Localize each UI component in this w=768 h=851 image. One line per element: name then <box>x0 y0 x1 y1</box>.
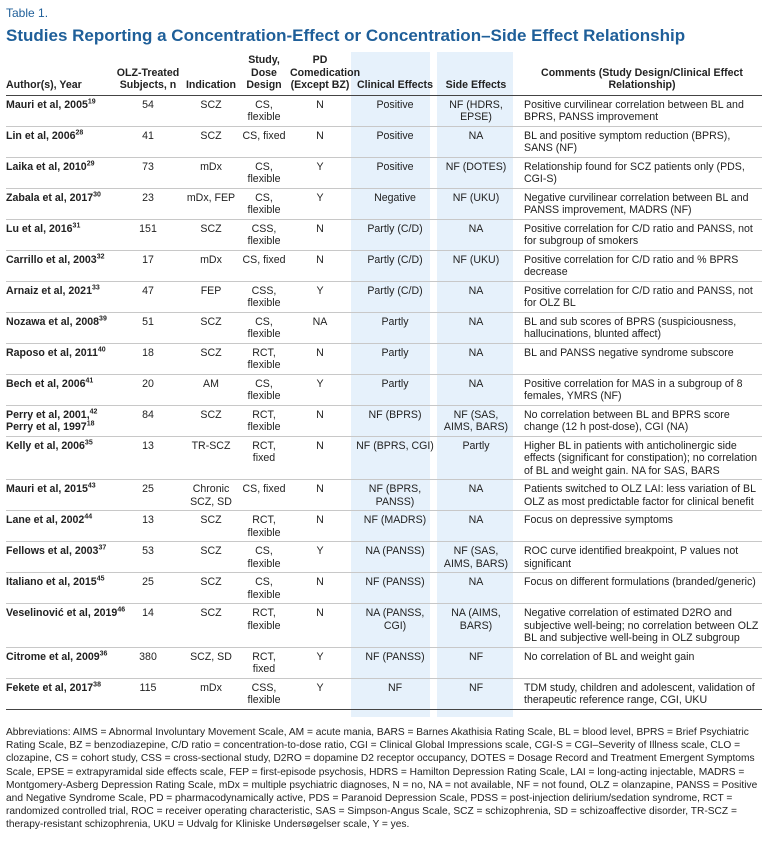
cell-subjects: 25 <box>114 480 182 511</box>
cell-indication: SCZ <box>182 405 240 436</box>
reference-number: 44 <box>84 513 93 521</box>
author-name: Nozawa et al, 2008 <box>6 315 100 328</box>
header-comments: Comments (Study Design/Clinical Effect Relationship) <box>514 52 762 95</box>
cell-comments: Positive correlation for MAS in a subgroup of 8 females, YMRS (NF) <box>514 374 762 405</box>
cell-comedication: N <box>288 405 352 436</box>
author-name: Arnaiz et al, 2021 <box>6 284 92 297</box>
author-name: Lu et al, 2016 <box>6 222 73 235</box>
cell-comments: Patients switched to OLZ LAI: less variation of BL OLZ as most predictable factor for clinical benefit <box>514 480 762 511</box>
cell-subjects: 380 <box>114 647 182 678</box>
table-row <box>6 405 762 436</box>
cell-indication: Chronic SCZ, SD <box>182 480 240 511</box>
cell-author <box>6 188 114 219</box>
author-name: Italiano et al, 2015 <box>6 576 97 588</box>
reference-number: 18 <box>86 420 95 428</box>
cell-side: NA <box>438 281 514 312</box>
cell-indication: SCZ <box>182 542 240 573</box>
cell-clinical: Partly (C/D) <box>352 250 438 281</box>
cell-side: NF (HDRS, EPSE) <box>438 95 514 126</box>
author-name: Zabala et al, 2017 <box>6 191 94 204</box>
table-row <box>6 250 762 281</box>
cell-clinical: Partly (C/D) <box>352 219 438 250</box>
table-row <box>6 678 762 709</box>
cell-comments: Relationship found for SCZ patients only (PDS, CGI-S) <box>514 157 762 188</box>
cell-design: RCT, fixed <box>240 436 288 480</box>
cell-indication: SCZ <box>182 604 240 648</box>
cell-comedication: Y <box>288 678 352 709</box>
cell-comedication: N <box>288 480 352 511</box>
header-side: Side Effects <box>438 52 514 95</box>
cell-subjects: 84 <box>114 405 182 436</box>
cell-comedication: N <box>288 573 352 604</box>
cell-clinical: Positive <box>352 157 438 188</box>
cell-design: CSS, flexible <box>240 219 288 250</box>
table-row <box>6 604 762 648</box>
cell-comments: Focus on different formulations (branded/generic) <box>514 573 762 604</box>
cell-design: CS, flexible <box>240 542 288 573</box>
table-row <box>6 219 762 250</box>
reference-number: 36 <box>99 649 108 657</box>
cell-comedication: Y <box>288 157 352 188</box>
cell-subjects: 73 <box>114 157 182 188</box>
cell-clinical: NF (MADRS) <box>352 511 438 542</box>
cell-design: CS, flexible <box>240 374 288 405</box>
author-name: Laika et al, 2010 <box>6 160 87 173</box>
cell-comedication: Y <box>288 542 352 573</box>
reference-number: 45 <box>96 575 105 583</box>
cell-side: NF <box>438 647 514 678</box>
cell-author <box>6 126 114 157</box>
reference-number: 30 <box>93 190 101 198</box>
cell-indication: SCZ <box>182 312 240 343</box>
reference-number: 37 <box>98 544 107 552</box>
cell-author <box>6 343 114 374</box>
table-row <box>6 312 762 343</box>
cell-design: CSS, flexible <box>240 281 288 312</box>
cell-clinical: NF (BPRS) <box>352 405 438 436</box>
cell-author <box>6 436 114 480</box>
cell-comments: BL and positive symptom reduction (BPRS), SANS (NF) <box>514 126 762 157</box>
cell-indication: mDx, FEP <box>182 188 240 219</box>
cell-indication: SCZ <box>182 573 240 604</box>
cell-author <box>6 647 114 678</box>
reference-number: 38 <box>93 680 101 688</box>
cell-comedication: N <box>288 436 352 480</box>
cell-subjects: 47 <box>114 281 182 312</box>
cell-indication: SCZ <box>182 95 240 126</box>
cell-comments: BL and sub scores of BPRS (suspiciousness, hallucinations, blunted affect) <box>514 312 762 343</box>
cell-side: NA (AIMS, BARS) <box>438 604 514 648</box>
cell-clinical: NF <box>352 678 438 709</box>
cell-side: NF (UKU) <box>438 250 514 281</box>
cell-subjects: 115 <box>114 678 182 709</box>
cell-comments: ROC curve identified breakpoint, P values not significant <box>514 542 762 573</box>
cell-indication: mDx <box>182 250 240 281</box>
cell-side: NA <box>438 126 514 157</box>
cell-comments: BL and PANSS negative syndrome subscore <box>514 343 762 374</box>
header-clinical: Clinical Effects <box>352 52 438 95</box>
cell-side: Partly <box>438 436 514 480</box>
table-label: Table 1. <box>6 6 49 20</box>
cell-subjects: 17 <box>114 250 182 281</box>
reference-number: 46 <box>117 606 126 614</box>
cell-design: RCT, flexible <box>240 343 288 374</box>
author-name: Lin et al, 2006 <box>6 129 76 142</box>
cell-design: CS, flexible <box>240 95 288 126</box>
cell-design: CS, fixed <box>240 480 288 511</box>
cell-author <box>6 573 114 604</box>
cell-side: NF (UKU) <box>438 188 514 219</box>
cell-subjects: 25 <box>114 573 182 604</box>
reference-number: 29 <box>86 159 95 167</box>
table-row <box>6 188 762 219</box>
cell-subjects: 51 <box>114 312 182 343</box>
cell-subjects: 41 <box>114 126 182 157</box>
studies-table <box>6 52 762 710</box>
cell-design: RCT, fixed <box>240 647 288 678</box>
cell-side: NA <box>438 511 514 542</box>
header-subjects: OLZ-Treated Subjects, n <box>114 52 182 95</box>
author-name: Kelly et al, 2006 <box>6 439 85 452</box>
cell-side: NA <box>438 374 514 405</box>
table-row <box>6 647 762 678</box>
table-title: Studies Reporting a Concentration-Effect or Concentration–Side Effect Relationship <box>6 26 686 45</box>
cell-design: CS, fixed <box>240 126 288 157</box>
cell-side: NF (DOTES) <box>438 157 514 188</box>
cell-author <box>6 281 114 312</box>
cell-side: NA <box>438 219 514 250</box>
cell-comedication: N <box>288 604 352 648</box>
table-row <box>6 542 762 573</box>
cell-comedication: Y <box>288 188 352 219</box>
cell-comedication: Y <box>288 647 352 678</box>
cell-side: NF (SAS, AIMS, BARS) <box>438 542 514 573</box>
cell-design: RCT, flexible <box>240 405 288 436</box>
abbreviations-footnote: Abbreviations: AIMS = Abnormal Involuntary Movement Scale, AM = acute mania, BARS = Barnes Akathisia Rating Scale, BL = blood level, BPRS = Brief Psychiatric Rating Scale, BZ = benzodiazepine, C/D ratio = concentration-to-dose ratio, CGI = Clinical Global Impressions scale, CGI-S = CGI–Severity of Illness scale, CLO = clozapine, CS = cohort study, CSS = cross-sectional study, D2RO = dopamine D2 receptor occupancy, DOTES = Dosage Record and Treatment Emergent Symptoms Scale, EPSE = extrapyramidal side effects scale, FEP = first-episode psychosis, HDRS = Hamilton Depression Rating Scale, LAI = long-acting injectable, MADRS = Montgomery-Asberg Depression Rating Scale, mDx = multiple psychiatric diagnoses, N = no, NA = not available, NF = not found, OLZ = olanzapine, PANSS = Positive and Negative Syndrome Scale, PD = pharmacodynamically active, PDS = Paranoid Depression Scale, PDSS = post-injection delirium/sedation syndrome, RCT = randomized controlled trial, ROC = receiver operating characteristic, SAS = Simpson-Angus Scale, SCZ = schizophrenia, SD = schizoaffective disorder, TR-SCZ = therapy-resistant schizophrenia, UKU = Udvalg for Kliniske Undersøgelser scale, Y = yes. <box>6 727 758 831</box>
cell-author <box>6 374 114 405</box>
author-name: Mauri et al, 2015 <box>6 483 88 495</box>
author-name: Citrome et al, 2009 <box>6 650 100 663</box>
table-row <box>6 157 762 188</box>
cell-indication: FEP <box>182 281 240 312</box>
cell-comedication: N <box>288 250 352 281</box>
table-row <box>6 343 762 374</box>
table-row <box>6 480 762 511</box>
reference-number: 19 <box>87 97 96 105</box>
cell-author <box>6 219 114 250</box>
cell-author <box>6 312 114 343</box>
cell-indication: AM <box>182 374 240 405</box>
author-name: Perry et al, 2001, <box>6 408 90 421</box>
cell-author <box>6 95 114 126</box>
cell-side: NA <box>438 312 514 343</box>
header-design: Study, Dose Design <box>240 52 288 95</box>
cell-comedication: N <box>288 95 352 126</box>
reference-number: 39 <box>99 314 107 322</box>
cell-author <box>6 250 114 281</box>
reference-number: 28 <box>75 128 84 136</box>
cell-comments: Higher BL in patients with anticholinergic side effects (significant for constipation); no correlation of BL and weight gain. NA for SAS, BARS <box>514 436 762 480</box>
cell-side: NF (SAS, AIMS, BARS) <box>438 405 514 436</box>
cell-comments: Negative curvilinear correlation between BL and PANSS improvement, MADRS (NF) <box>514 188 762 219</box>
cell-subjects: 14 <box>114 604 182 648</box>
cell-clinical: NF (BPRS, PANSS) <box>352 480 438 511</box>
cell-comments: Positive correlation for C/D ratio and % BPRS decrease <box>514 250 762 281</box>
cell-design: CS, fixed <box>240 250 288 281</box>
author-name: Lane et al, 2002 <box>6 514 85 526</box>
cell-clinical: NF (PANSS) <box>352 573 438 604</box>
cell-design: RCT, flexible <box>240 604 288 648</box>
cell-author <box>6 480 114 511</box>
cell-design: CS, flexible <box>240 188 288 219</box>
cell-comedication: N <box>288 126 352 157</box>
cell-design: CSS, flexible <box>240 678 288 709</box>
cell-clinical: NA (PANSS, CGI) <box>352 604 438 648</box>
cell-clinical: Partly (C/D) <box>352 281 438 312</box>
header-comedication: PD Comedication (Except BZ) <box>288 52 352 95</box>
reference-number: 32 <box>96 252 105 260</box>
cell-author <box>6 511 114 542</box>
table-row <box>6 511 762 542</box>
author-name: Carrillo et al, 2003 <box>6 253 97 266</box>
cell-side: NA <box>438 480 514 511</box>
cell-author <box>6 678 114 709</box>
author-name: Raposo et al, 2011 <box>6 346 98 359</box>
author-name: Perry et al, 1997 <box>6 421 87 433</box>
author-name: Mauri et al, 2005 <box>6 98 88 111</box>
cell-design: CS, flexible <box>240 157 288 188</box>
cell-author <box>6 542 114 573</box>
cell-design: CS, flexible <box>240 312 288 343</box>
cell-indication: SCZ, SD <box>182 647 240 678</box>
cell-clinical: NA (PANSS) <box>352 542 438 573</box>
cell-subjects: 54 <box>114 95 182 126</box>
cell-indication: SCZ <box>182 126 240 157</box>
cell-comedication: N <box>288 343 352 374</box>
cell-comedication: Y <box>288 374 352 405</box>
author-name: Fekete et al, 2017 <box>6 681 94 694</box>
cell-comments: Positive correlation for C/D ratio and PANSS, not for OLZ BL <box>514 281 762 312</box>
cell-comments: Negative correlation of estimated D2RO and subjective well-being; no correlation between OLZ BL and subjective well-being in OLZ subgroup <box>514 604 762 648</box>
cell-comedication: NA <box>288 312 352 343</box>
cell-side: NA <box>438 343 514 374</box>
reference-number: 33 <box>91 283 100 291</box>
reference-number: 41 <box>85 376 94 384</box>
cell-side: NF <box>438 678 514 709</box>
cell-subjects: 18 <box>114 343 182 374</box>
reference-number: 43 <box>87 482 96 490</box>
cell-comments: No correlation of BL and weight gain <box>514 647 762 678</box>
cell-subjects: 20 <box>114 374 182 405</box>
table-row <box>6 374 762 405</box>
reference-number: 40 <box>97 345 106 353</box>
cell-indication: SCZ <box>182 219 240 250</box>
cell-comments: TDM study, children and adolescent, validation of therapeutic reference range, CGI, UKU <box>514 678 762 709</box>
cell-subjects: 53 <box>114 542 182 573</box>
table-row <box>6 281 762 312</box>
table-row <box>6 95 762 126</box>
cell-comments: Focus on depressive symptoms <box>514 511 762 542</box>
cell-indication: mDx <box>182 678 240 709</box>
cell-clinical: Partly <box>352 374 438 405</box>
cell-design: RCT, flexible <box>240 511 288 542</box>
cell-clinical: Negative <box>352 188 438 219</box>
cell-subjects: 23 <box>114 188 182 219</box>
cell-subjects: 13 <box>114 511 182 542</box>
table-row <box>6 436 762 480</box>
cell-subjects: 13 <box>114 436 182 480</box>
reference-number: 42 <box>89 407 98 415</box>
cell-indication: SCZ <box>182 511 240 542</box>
cell-clinical: Positive <box>352 126 438 157</box>
author-name: Veselinović et al, 2019 <box>6 607 118 619</box>
header-row <box>6 52 762 95</box>
table-body <box>6 95 762 709</box>
cell-clinical: NF (PANSS) <box>352 647 438 678</box>
cell-clinical: Positive <box>352 95 438 126</box>
cell-comedication: N <box>288 219 352 250</box>
table-row <box>6 126 762 157</box>
cell-clinical: Partly <box>352 343 438 374</box>
header-indication: Indication <box>182 52 240 95</box>
cell-indication: mDx <box>182 157 240 188</box>
cell-author <box>6 405 114 436</box>
cell-clinical: NF (BPRS, CGI) <box>352 436 438 480</box>
author-name: Bech et al, 2006 <box>6 377 86 390</box>
cell-author <box>6 157 114 188</box>
reference-number: 31 <box>72 221 81 229</box>
table-row <box>6 573 762 604</box>
cell-clinical: Partly <box>352 312 438 343</box>
cell-design: CS, flexible <box>240 573 288 604</box>
cell-comedication: Y <box>288 281 352 312</box>
cell-side: NA <box>438 573 514 604</box>
cell-indication: SCZ <box>182 343 240 374</box>
cell-comments: Positive correlation for C/D ratio and PANSS, not for subgroup of smokers <box>514 219 762 250</box>
cell-indication: TR-SCZ <box>182 436 240 480</box>
cell-author <box>6 604 126 648</box>
reference-number: 35 <box>84 438 93 446</box>
cell-comments: Positive curvilinear correlation between BL and BPRS, PANSS improvement <box>514 95 762 126</box>
header-author: Author(s), Year <box>6 52 114 95</box>
cell-comments: No correlation between BL and BPRS score change (12 h post-dose), CGI (NA) <box>514 405 762 436</box>
author-name: Fellows et al, 2003 <box>6 545 99 557</box>
cell-comedication: N <box>288 511 352 542</box>
cell-subjects: 151 <box>114 219 182 250</box>
